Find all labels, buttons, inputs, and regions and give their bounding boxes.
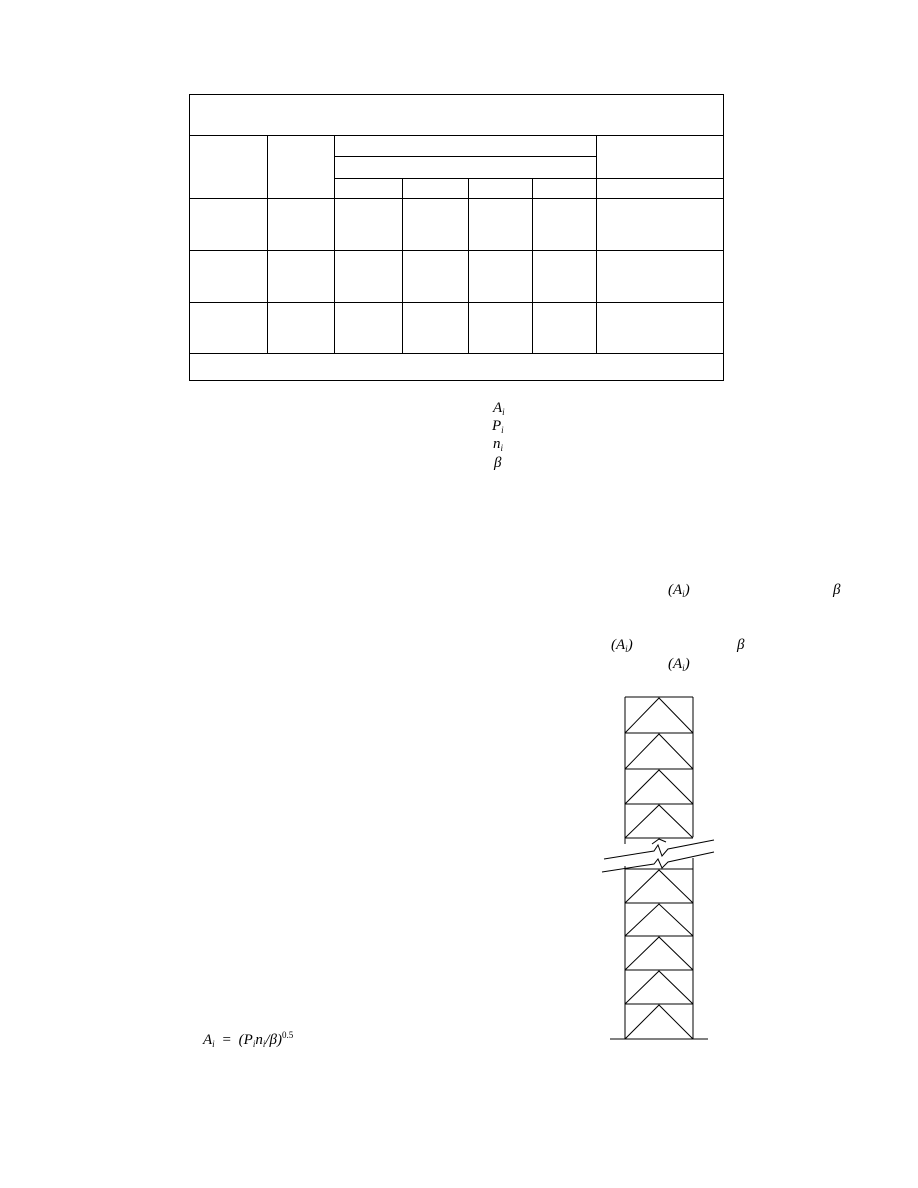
table-col-divider-1 <box>267 135 268 353</box>
frame-lower <box>610 858 708 1039</box>
frame-upper <box>625 697 693 844</box>
chevron-brace <box>625 734 693 769</box>
table-col-divider-6 <box>596 135 597 353</box>
chevron-brace <box>625 698 693 733</box>
table-rule-header-bottom <box>334 178 723 179</box>
inline-beta-1: β <box>833 582 841 598</box>
inline-a-i-3: $(A_i)$ <box>668 656 690 673</box>
chevron-brace <box>625 770 693 804</box>
table-rule-row-2 <box>190 250 723 251</box>
table-col-divider-4 <box>468 178 469 353</box>
table-col-divider-5 <box>532 178 533 353</box>
break-lines <box>602 840 714 872</box>
chevron-brace <box>625 1005 693 1039</box>
inline-a-i-1: $(A_i)$ <box>668 582 690 599</box>
symbol-beta: β <box>494 455 502 471</box>
equation-area: $A_i = (P_in_i/\beta)^{0.5}$ <box>203 1030 294 1049</box>
table-rule-footer <box>190 353 723 354</box>
symbol-p-i: $P_i$ <box>492 418 504 435</box>
symbol-a-i: $A_i$ <box>493 400 505 417</box>
inline-beta-2: β <box>737 637 745 653</box>
inline-a-i-2: $(A_i)$ <box>611 637 633 654</box>
table-rule-row-3 <box>190 302 723 303</box>
chevron-brace <box>625 971 693 1004</box>
chevron-brace-partial <box>652 839 666 844</box>
table-rule-header-mid <box>334 156 596 157</box>
break-line-upper <box>604 840 714 859</box>
chevron-brace <box>625 937 693 970</box>
data-table <box>189 94 724 381</box>
chevron-brace <box>625 805 693 838</box>
chevron-brace <box>625 870 693 903</box>
chevron-brace <box>625 904 693 936</box>
symbol-n-i: $n_i$ <box>493 436 504 453</box>
table-rule-row-1 <box>190 198 723 199</box>
braced-frame-figure <box>596 694 721 1046</box>
table-rule-header-top <box>190 135 723 136</box>
table-col-divider-3 <box>402 178 403 353</box>
table-col-divider-2 <box>334 135 335 353</box>
